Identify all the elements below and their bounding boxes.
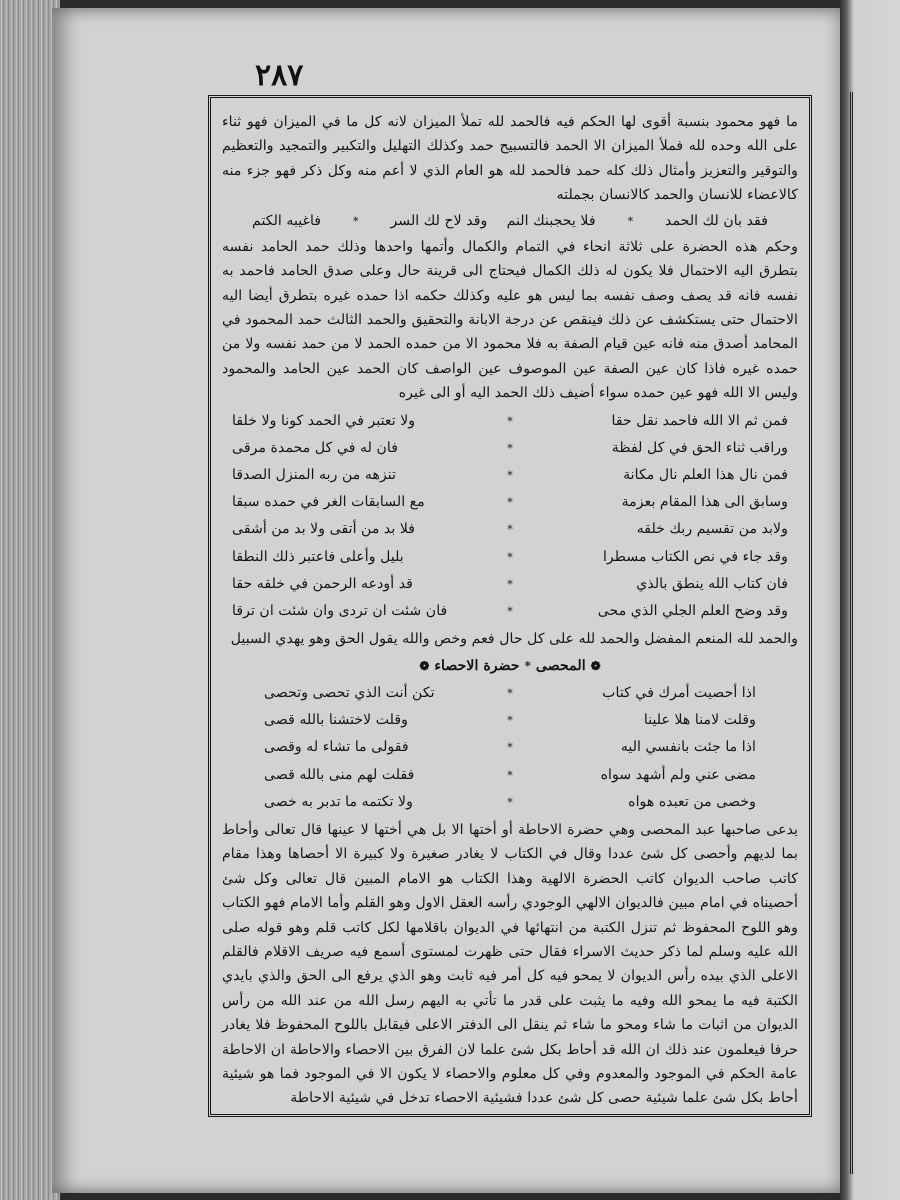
poem-verse xyxy=(222,571,798,598)
poem-one xyxy=(222,408,798,626)
verse-second-hemistich: بليل وأعلى فاعتبر ذلك النطقا xyxy=(232,548,404,565)
verse-second-hemistich: فان له في كل محمدة مرقى xyxy=(232,439,398,456)
section-heading xyxy=(222,654,798,678)
verse-first-hemistich: فمن ثم الا الله فاحمد نقل حقا xyxy=(611,412,788,429)
intro-paragraph xyxy=(222,110,798,208)
body-paragraph xyxy=(222,235,798,406)
verse-separator: * xyxy=(507,469,513,483)
verse-separator: * xyxy=(507,686,513,700)
verse-separator: * xyxy=(507,714,513,728)
book-page-edges xyxy=(0,0,60,1200)
verse-second-hemistich: ولا تعتبر في الحمد كونا ولا خلقا xyxy=(232,412,416,429)
verse-second-hemistich: فلا بد من أتقى ولا بد من أشقى xyxy=(232,521,416,538)
closing-line-text: والحمد لله المنعم المفضل والحمد لله على كل حال فعم وخص والله يقول الحق وهو يهدي السبيل xyxy=(230,631,798,648)
verse-first-hemistich: فمن نال هذا العلم نال مكانة xyxy=(623,467,788,484)
poem-verse xyxy=(222,435,798,462)
verse-separator: * xyxy=(507,577,513,591)
final-paragraph-text: يدعى صاحبها عبد المحصى وهي حضرة الاحاطة أو أختها الا بل هي أختها لا عينها قال تعالى وأحاط بما لديهم وأحصى كل شئ عددا وقال في الكتاب لا يغادر صغيرة ولا كبيرة الا أحصاها وهذا مقام كاتب صاحب الديوان كاتب الحضرة الالهية وهذا الكتاب هو الامام المبين قال تعالى وكل شئ أحصيناه في امام مبين فالديوان الالهي الوجودي رأسه العقل الاول وهو القلم وأما الامام فهو الكتاب وهو اللوح المحفوظ ثم تنزل الكتبة من انتهائها في الديوان باقلامها لكل كاتب قلم وهو قوله صلى الله عليه وسلم لما ذكر حديث الاسراء فقال حتى ظهرت لمستوى أسمع فيه صريف الاقلام فالقلم الاعلى الذي بيده رأس الديوان لا يمحو فيه كل أمر فيه ثابت وهو الذي يرفع الى الحق والذي بايدي الكتبة فيه ما يمحو الله وفيه ما يثبت على قدر ما تأتي به اليهم رسل الله من عند الله من رأس الديوان من اثبات ما شاء ومحو ما شاء ثم ينقل الى الدفتر الاعلى فيقابل باللوح المحفوظ فلا يغادر حرفا فيعلمون عند ذلك ان الله قد أحاط بكل شئ علما لان الفرق بين الاحصاء والاحاطة ان الاحاطة عامة الحكم في الموجود والمعدوم وفي كل معلوم والاحصاء لا يكون الا في الموجود فما هو شيئية أحاط بكل شئ علما شيئية حصى كل شئ عددا فشيئية الاحصاء تدخل في شيئية الاحاطة xyxy=(222,821,798,1107)
verse-second-hemistich: وقلت لاختشنا بالله قصى xyxy=(264,712,409,729)
page-number: ٢٨٧ xyxy=(255,58,304,93)
poem-verse xyxy=(222,408,798,435)
verse-first-hemistich: وراقب ثناء الحق في كل لفظة xyxy=(611,439,788,456)
verse-first-hemistich: اذا أحصيت أمرك في كتاب xyxy=(602,684,756,701)
verse-separator: * xyxy=(507,768,513,782)
poem-verse xyxy=(222,544,798,571)
verse-separator: * xyxy=(507,741,513,755)
poem-verse xyxy=(222,680,798,707)
body-paragraph-text: وحكم هذه الحضرة على ثلاثة انحاء في التمام والكمال وأتمها واحدها وذلك حمد الحامد نفسه بتطرق اليه الاحتمال فلا يكون له ذلك الكمال فيحتاج الى قرينة حال وعلى صدق الحامد فاحمد به نفسه فانه قد يصف وصف نفسه بما ليس هو عليه وكذلك حكمه اذا حمده غيره بتطرق أيضا اليه الاحتمال حتى يستكشف عن ذلك فينقص عن درجة الابانة والتحقيق والحمد الثالث حمد المحمود في المحامد أصدق منه فانه عين قيام الصفة به فلا محمود الا من حمده الحمد لا من حمد نفسه ولا من حمده غيره فاذا كان عين الصفة عين الموصوف عين الواصف كان الحمد عين الحامد والمحمود وليس الا الله فهو عين حمده سواء أضيف ذلك الحمد اليه أو الى غيره xyxy=(222,238,798,402)
verse-first-hemistich: مضى عني ولم أشهد سواه xyxy=(600,766,756,783)
poem-verse xyxy=(222,789,798,816)
verse-second-hemistich: فان شئت ان تردى وان شئت ان ترقا xyxy=(232,602,448,619)
verse-first-hemistich: وقلت لامنا هلا علينا xyxy=(643,712,756,729)
ornament-icon: ❁ xyxy=(419,658,430,673)
facing-page-frame xyxy=(850,92,900,1174)
section-heading-name: المحصى xyxy=(535,657,586,674)
ornament-icon: ❁ xyxy=(590,658,601,673)
verse-separator: * xyxy=(627,214,634,228)
verse-separator: * xyxy=(507,414,513,428)
verse-separator: * xyxy=(507,604,513,618)
verse-separator: * xyxy=(507,441,513,455)
verse-first-hemistich: وقد جاء في نص الكتاب مسطرا xyxy=(602,548,788,565)
intro-paragraph-text: ما فهو محمود بنسبة أقوى لها الحكم فيه فالحمد لله تملأ الميزان لانه كل ما في الميزان فهو ثناء على الله وحده لله فملأ الميزان الا الحمد فالتسبيح حمد وكذلك التهليل والتكبير والتمجيد والتعظيم والتوقير والتعزيز وأمثال ذلك كله حمد فالحمد لله هو العام الذي لا أعم منه وكل ذكر فهو جزء منه كالاعضاء للانسان والحمد كالانسان بجملته xyxy=(222,114,798,204)
verse-separator: * xyxy=(507,496,513,510)
final-paragraph xyxy=(222,818,798,1111)
verse-separator: * xyxy=(507,523,513,537)
verse-first-hemistich: وخصى من تعبده هواه xyxy=(628,793,756,810)
intro-verse xyxy=(222,208,798,235)
verse-first-hemistich: وسابق الى هذا المقام بعزمة xyxy=(621,494,788,511)
intro-verse-c: وقد لاح لك السر xyxy=(390,212,488,229)
poem-two xyxy=(222,680,798,816)
verse-second-hemistich: فقلت لهم منى بالله قصى xyxy=(264,766,415,783)
poem-verse xyxy=(222,462,798,489)
verse-first-hemistich: اذا ما جئت بانفسي اليه xyxy=(620,739,756,756)
verse-second-hemistich: ولا تكتمه ما تدبر به خصى xyxy=(264,793,413,810)
verse-separator: * xyxy=(507,795,513,809)
poem-verse xyxy=(222,489,798,516)
verse-second-hemistich: تنزهه من ربه المنزل الصدقا xyxy=(232,467,397,484)
verse-separator: * xyxy=(507,550,513,564)
poem-verse xyxy=(222,762,798,789)
closing-line xyxy=(222,627,798,651)
poem-verse xyxy=(222,598,798,625)
verse-first-hemistich: فان كتاب الله ينطق بالذي xyxy=(636,575,788,592)
poem-verse xyxy=(222,734,798,761)
verse-first-hemistich: وقد وضح العلم الجلي الذي محى xyxy=(597,602,788,619)
intro-verse-b: فلا يحجبنك النم xyxy=(506,212,596,229)
poem-verse xyxy=(222,707,798,734)
intro-verse-a: فقد بان لك الحمد xyxy=(665,212,768,229)
verse-first-hemistich: ولابد من تقسيم ربك خلقه xyxy=(636,521,788,538)
intro-verse-d: فاغيبه الكتم xyxy=(252,212,322,229)
verse-separator: * xyxy=(353,214,359,228)
page-content xyxy=(222,110,798,1107)
verse-second-hemistich: فقولى ما تشاء له وقصى xyxy=(264,739,409,756)
verse-second-hemistich: مع السابقات الغر في حمده سبقا xyxy=(232,494,425,511)
verse-second-hemistich: تكن أنت الذي تحصى وتحصى xyxy=(264,684,435,701)
section-heading-title: حضرة الاحصاء xyxy=(434,657,520,674)
poem-verse xyxy=(222,516,798,543)
heading-separator: * xyxy=(524,658,531,673)
verse-second-hemistich: قد أودعه الرحمن في خلقه حقا xyxy=(232,575,413,592)
